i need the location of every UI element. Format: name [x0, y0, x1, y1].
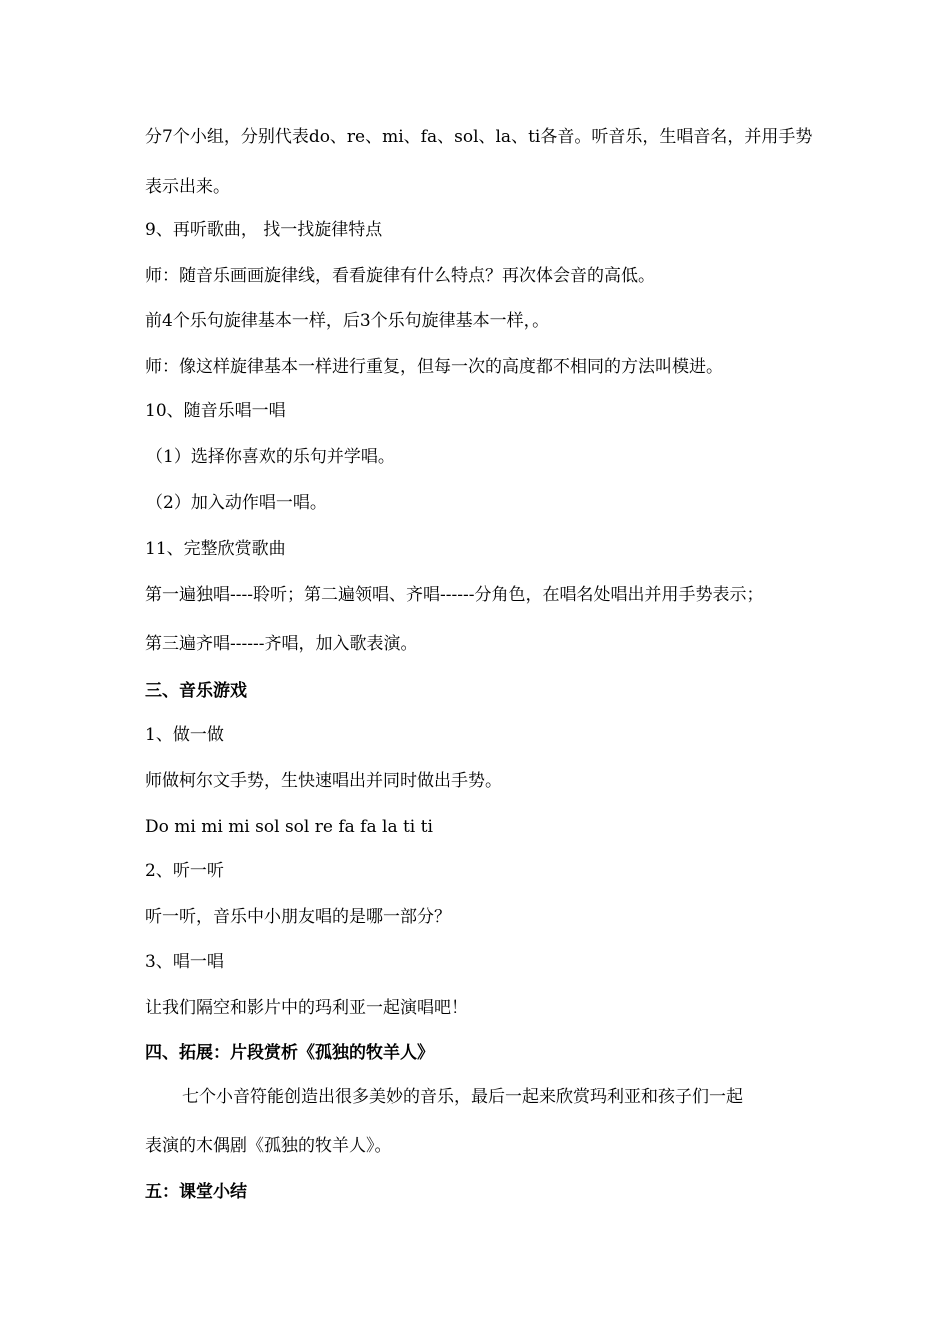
- step-heading: 3、唱一唱: [145, 952, 224, 972]
- paragraph-line: 让我们隔空和影片中的玛利亚一起演唱吧！: [145, 998, 468, 1018]
- paragraph-line: 前4个乐句旋律基本一样，后3个乐句旋律基本一样，。: [145, 311, 550, 331]
- step-heading: 11、完整欣赏歌曲: [145, 539, 286, 559]
- section-heading: 三、音乐游戏: [145, 681, 247, 701]
- step-heading: 2、听一听: [145, 861, 224, 881]
- paragraph-line: 第三遍齐唱------齐唱，加入歌表演。: [145, 634, 418, 654]
- paragraph-line: 七个小音符能创造出很多美妙的音乐，最后一起来欣赏玛利亚和孩子们一起: [182, 1087, 743, 1107]
- step-heading: 10、随音乐唱一唱: [145, 401, 286, 421]
- paragraph-line: 师：像这样旋律基本一样进行重复，但每一次的高度都不相同的方法叫模进。: [145, 357, 723, 377]
- section-heading: 五：课堂小结: [145, 1182, 247, 1202]
- section-heading: 四、拓展：片段赏析《孤独的牧羊人》: [145, 1043, 434, 1063]
- paragraph-line: 师做柯尔文手势，生快速唱出并同时做出手势。: [145, 771, 502, 791]
- paragraph-line: 表演的木偶剧《孤独的牧羊人》。: [145, 1136, 392, 1156]
- solfege-line: Do mi mi mi sol sol re fa fa la ti ti: [145, 817, 433, 837]
- list-item: （1）选择你喜欢的乐句并学唱。: [146, 447, 395, 467]
- paragraph-line: 师：随音乐画画旋律线，看看旋律有什么特点？再次体会音的高低。: [145, 266, 655, 286]
- list-item: （2）加入动作唱一唱。: [146, 493, 327, 513]
- step-heading: 9、再听歌曲， 找一找旋律特点: [145, 220, 383, 240]
- paragraph-line: 表示出来。: [145, 177, 230, 197]
- paragraph-line: 听一听，音乐中小朋友唱的是哪一部分？: [145, 907, 451, 927]
- step-heading: 1、做一做: [145, 725, 224, 745]
- paragraph-line: 分7个小组，分别代表do、re、mi、fa、sol、la、ti各音。听音乐，生唱音名，并用手势: [145, 127, 813, 147]
- paragraph-line: 第一遍独唱----聆听；第二遍领唱、齐唱------分角色，在唱名处唱出并用手势表示；: [145, 585, 764, 605]
